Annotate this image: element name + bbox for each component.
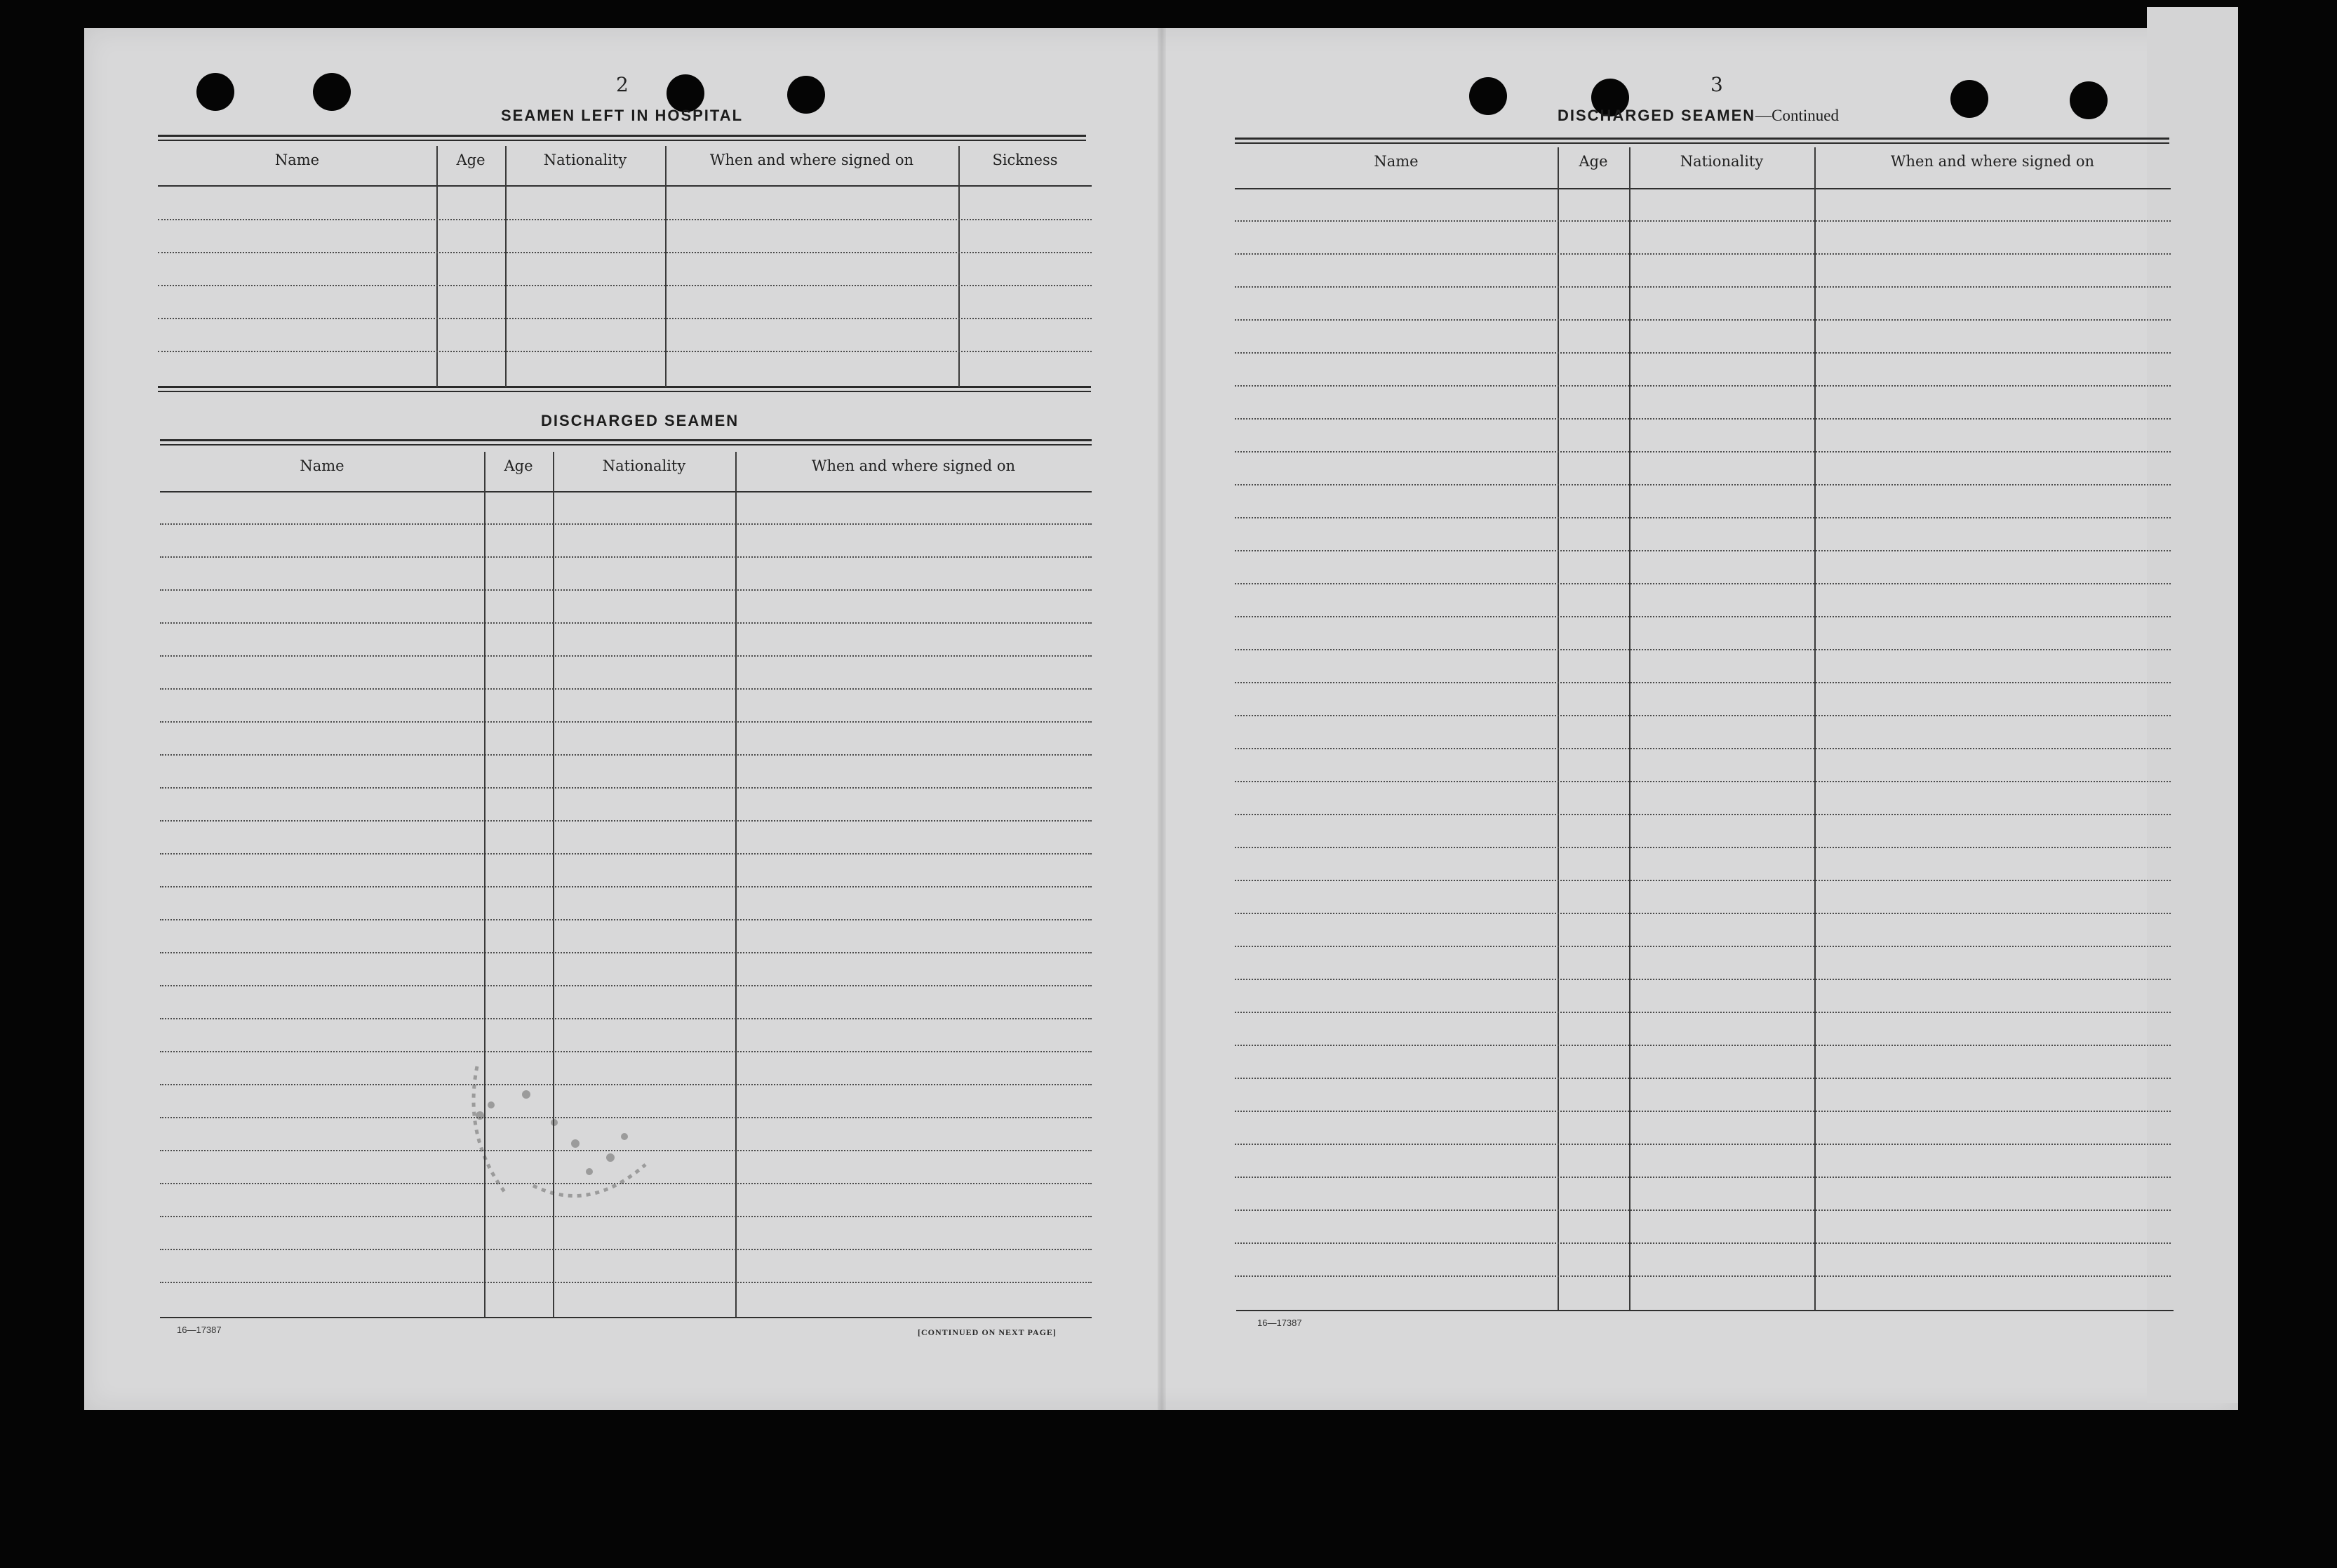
continued-entry-row bbox=[1235, 814, 2171, 815]
right-page-edge bbox=[2147, 7, 2238, 1403]
right-page-number: 3 bbox=[1710, 73, 1723, 96]
discharged-entry-row bbox=[160, 655, 1092, 657]
punch-hole bbox=[1469, 77, 1507, 115]
continued-entry-row bbox=[1235, 352, 2171, 354]
faded-rubber-stamp bbox=[449, 1038, 674, 1221]
discharged-col-header: Name bbox=[300, 457, 344, 474]
continued-entry-row bbox=[1235, 1078, 2171, 1079]
discharged-col-header: Nationality bbox=[602, 457, 686, 474]
discharged-entry-row bbox=[160, 1084, 1092, 1085]
discharged-entry-row bbox=[160, 1183, 1092, 1184]
continued-entry-row bbox=[1235, 517, 2171, 518]
hospital-bottom-rule bbox=[158, 386, 1091, 392]
punch-hole bbox=[2070, 81, 2108, 119]
discharged-header-rule bbox=[160, 491, 1092, 492]
continued-col-header: When and where signed on bbox=[1890, 153, 2095, 170]
discharged-bottom-rule bbox=[160, 1317, 1092, 1318]
right-form-number: 16—17387 bbox=[1257, 1318, 1302, 1328]
hospital-col-header: Nationality bbox=[543, 152, 627, 168]
discharged-continued-title-suffix: —Continued bbox=[1755, 107, 1839, 124]
continued-entry-row bbox=[1235, 847, 2171, 848]
discharged-entry-row bbox=[160, 688, 1092, 690]
punch-hole bbox=[313, 73, 351, 111]
discharged-col-header: When and where signed on bbox=[811, 457, 1016, 474]
left-form-number: 16—17387 bbox=[177, 1325, 222, 1335]
discharged-entry-row bbox=[160, 589, 1092, 591]
hospital-entry-row bbox=[158, 219, 1092, 220]
discharged-entry-row bbox=[160, 985, 1092, 986]
continued-entry-row bbox=[1235, 319, 2171, 321]
continued-entry-row bbox=[1235, 1209, 2171, 1211]
continued-entry-row bbox=[1235, 979, 2171, 980]
continued-entry-row bbox=[1235, 880, 2171, 881]
continued-entry-row bbox=[1235, 1144, 2171, 1145]
continued-entry-row bbox=[1235, 748, 2171, 749]
continued-entry-row bbox=[1235, 1177, 2171, 1178]
discharged-entry-row bbox=[160, 721, 1092, 723]
discharged-column-divider bbox=[553, 452, 554, 1317]
discharged-entry-row bbox=[160, 1150, 1092, 1151]
discharged-entry-row bbox=[160, 523, 1092, 525]
discharged-entry-row bbox=[160, 853, 1092, 855]
discharged-entry-row bbox=[160, 1018, 1092, 1019]
continued-entry-row bbox=[1235, 1045, 2171, 1046]
continued-on-next-page-note: [CONTINUED ON NEXT PAGE] bbox=[918, 1327, 1057, 1337]
punch-hole bbox=[1950, 80, 1988, 118]
hospital-entry-row bbox=[158, 351, 1092, 352]
discharged-entry-row bbox=[160, 1051, 1092, 1052]
document-sheet bbox=[84, 28, 2238, 1410]
continued-entry-row bbox=[1235, 418, 2171, 420]
continued-entry-row bbox=[1235, 781, 2171, 782]
discharged-continued-title-main: DISCHARGED SEAMEN bbox=[1558, 107, 1756, 124]
discharged-entry-row bbox=[160, 556, 1092, 558]
continued-col-header: Name bbox=[1374, 153, 1419, 170]
hospital-entry-row bbox=[158, 285, 1092, 286]
discharged-continued-title bbox=[1558, 107, 1839, 125]
continued-entry-row bbox=[1235, 946, 2171, 947]
hospital-col-header: Sickness bbox=[992, 152, 1058, 168]
discharged-entry-row bbox=[160, 787, 1092, 789]
discharged-entry-row bbox=[160, 754, 1092, 756]
continued-entry-row bbox=[1235, 451, 2171, 453]
hospital-entry-row bbox=[158, 318, 1092, 319]
continued-entry-row bbox=[1235, 1275, 2171, 1277]
discharged-entry-row bbox=[160, 919, 1092, 920]
continued-col-header: Nationality bbox=[1680, 153, 1764, 170]
hospital-top-rule bbox=[158, 135, 1086, 141]
hospital-col-header: Age bbox=[456, 152, 486, 168]
continued-entry-row bbox=[1235, 484, 2171, 485]
discharged-top-rule bbox=[160, 439, 1092, 445]
continued-entry-row bbox=[1235, 715, 2171, 716]
left-page-number: 2 bbox=[616, 73, 629, 96]
continued-entry-row bbox=[1235, 1111, 2171, 1112]
discharged-col-header: Age bbox=[504, 457, 533, 474]
continued-entry-row bbox=[1235, 385, 2171, 387]
discharged-entry-row bbox=[160, 622, 1092, 624]
continued-entry-row bbox=[1235, 286, 2171, 288]
continued-entry-row bbox=[1235, 550, 2171, 551]
discharged-entry-row bbox=[160, 1216, 1092, 1217]
continued-entry-row bbox=[1235, 682, 2171, 683]
continued-column-divider bbox=[1558, 147, 1559, 1310]
discharged-entry-row bbox=[160, 952, 1092, 953]
hospital-col-header: When and where signed on bbox=[709, 152, 914, 168]
discharged-entry-row bbox=[160, 820, 1092, 822]
discharged-section-title: DISCHARGED SEAMEN bbox=[541, 412, 739, 429]
continued-top-rule bbox=[1235, 138, 2169, 144]
punch-hole bbox=[787, 76, 825, 114]
continued-entry-row bbox=[1235, 583, 2171, 584]
punch-hole bbox=[196, 73, 234, 111]
hospital-section-title: SEAMEN LEFT IN HOSPITAL bbox=[501, 107, 744, 124]
continued-entry-row bbox=[1235, 913, 2171, 914]
hospital-col-header: Name bbox=[274, 152, 320, 168]
continued-entry-row bbox=[1235, 1012, 2171, 1013]
discharged-column-divider bbox=[484, 452, 486, 1317]
continued-entry-row bbox=[1235, 616, 2171, 617]
continued-header-rule bbox=[1235, 188, 2171, 189]
discharged-entry-row bbox=[160, 1117, 1092, 1118]
continued-entry-row bbox=[1235, 649, 2171, 650]
continued-col-header: Age bbox=[1579, 153, 1608, 170]
discharged-entry-row bbox=[160, 1249, 1092, 1250]
continued-column-divider bbox=[1814, 147, 1816, 1310]
discharged-column-divider bbox=[735, 452, 737, 1317]
discharged-entry-row bbox=[160, 1282, 1092, 1283]
page-fold bbox=[1158, 28, 1166, 1410]
continued-column-divider bbox=[1629, 147, 1630, 1310]
continued-entry-row bbox=[1235, 1242, 2171, 1244]
hospital-header-rule bbox=[158, 185, 1092, 187]
continued-bottom-rule bbox=[1236, 1310, 2174, 1311]
hospital-entry-row bbox=[158, 252, 1092, 253]
continued-entry-row bbox=[1235, 253, 2171, 255]
continued-entry-row bbox=[1235, 220, 2171, 222]
discharged-entry-row bbox=[160, 886, 1092, 887]
